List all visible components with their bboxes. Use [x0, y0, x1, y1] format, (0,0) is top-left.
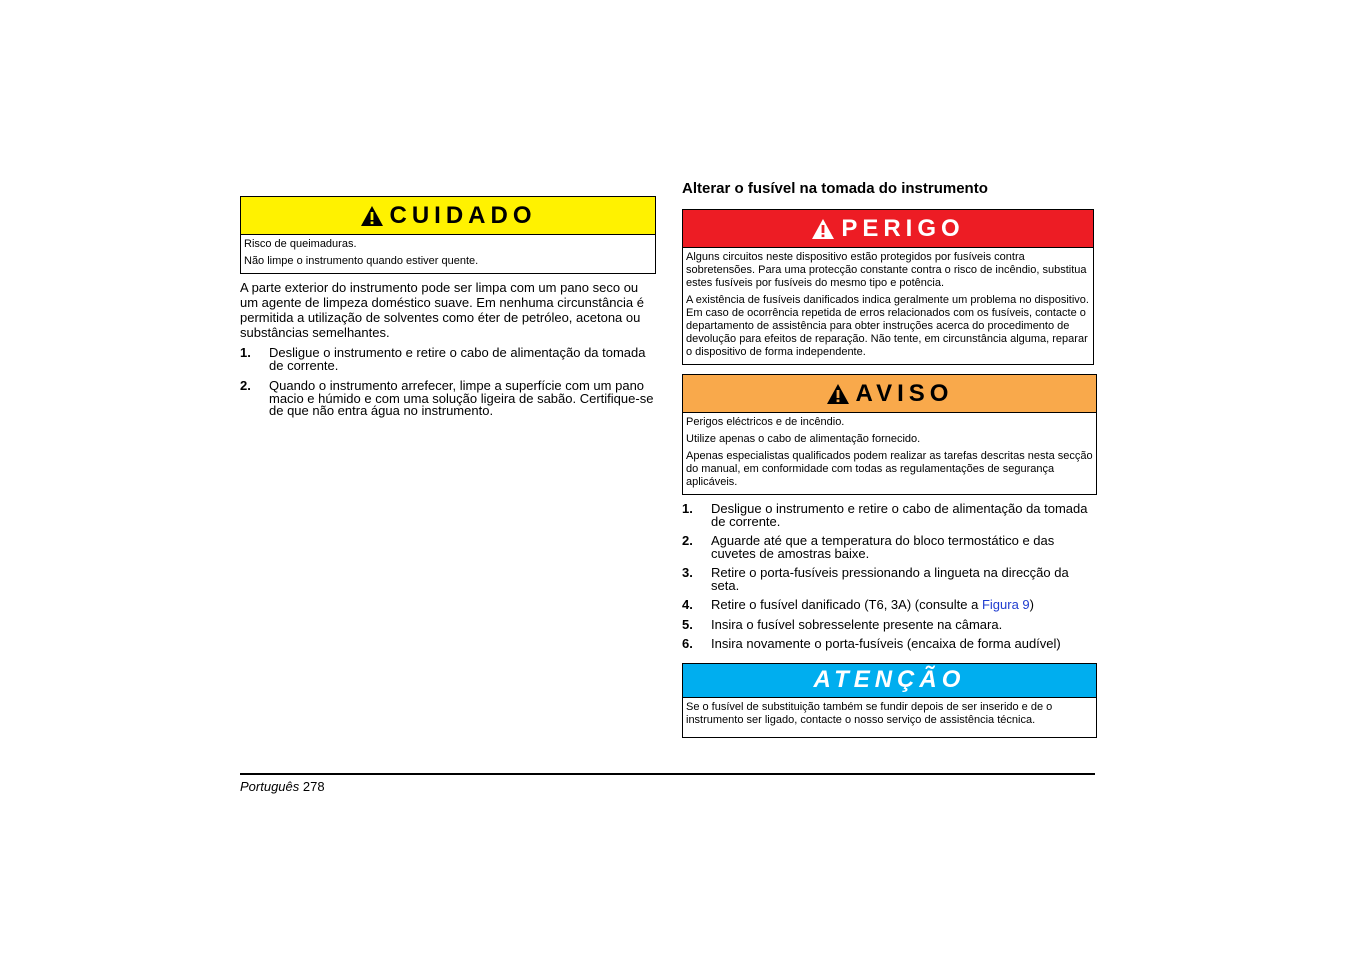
step-text: Insira novamente o porta-fusíveis (encaixa de forma audível)	[711, 636, 1061, 651]
cleaning-steps	[240, 347, 656, 418]
danger-box	[682, 209, 1094, 365]
notice-title: ATENÇÃO	[813, 666, 966, 693]
danger-line: Alguns circuitos neste dispositivo estão protegidos por fusíveis contra sobretensões. Para uma protecção constante contra o risco de incêndio, substitua estes fusíveis por fusíveis do mesmo tipo e potência.	[686, 251, 1087, 289]
step-number: 1.	[240, 345, 251, 360]
warning-line: Utilize apenas o cabo de alimentação fornecido.	[686, 433, 921, 445]
list-item	[240, 347, 656, 372]
step-text: Aguarde até que a temperatura do bloco termostático e das cuvetes de amostras baixe.	[711, 533, 1055, 561]
step-text: Desligue o instrumento e retire o cabo de alimentação da tomada de corrente.	[269, 345, 646, 373]
caution-header	[241, 197, 655, 235]
caution-line: Não limpe o instrumento quando estiver quente.	[244, 255, 479, 267]
list-item	[682, 616, 1097, 632]
step-number: 1.	[682, 501, 693, 516]
warning-triangle-icon	[811, 218, 835, 240]
danger-line: A existência de fusíveis danificados indica geralmente um problema no dispositivo. Em caso de ocorrência repetida de erros relacionados com os fusíveis, contacte o departamento de assistência para obter instruções acerca do procedimento de devolução para efeitos de reparação. Não tente, em circunstância alguma, reparar o dispositivo de forma independente.	[686, 294, 1089, 358]
step-text: Desligue o instrumento e retire o cabo de alimentação da tomada de corrente.	[711, 501, 1088, 529]
caution-title: CUIDADO	[389, 201, 537, 229]
danger-title: PERIGO	[841, 214, 965, 242]
caution-body	[241, 235, 655, 273]
step-text: Retire o porta-fusíveis pressionando a lingueta na direcção da seta.	[711, 565, 1069, 593]
warning-title: AVISO	[855, 379, 954, 407]
caution-box	[240, 196, 656, 274]
warning-triangle-icon	[826, 383, 850, 405]
warning-box	[682, 374, 1097, 495]
caution-line: Risco de queimaduras.	[244, 238, 357, 250]
footer-divider	[240, 773, 1095, 775]
list-item	[682, 535, 1097, 560]
step-text	[711, 599, 1097, 612]
warning-header	[683, 375, 1096, 413]
left-column	[240, 196, 656, 418]
step-text-before: Retire o fusível danificado (T6, 3A) (consulte a	[711, 597, 982, 612]
list-item	[682, 567, 1097, 592]
warning-line: Perigos eléctricos e de incêndio.	[686, 416, 845, 428]
step-text: Insira o fusível sobresselente presente na câmara.	[711, 616, 1003, 632]
page-footer	[240, 779, 325, 794]
notice-body	[683, 698, 1096, 737]
step-number: 2.	[240, 378, 251, 393]
step-text: Quando o instrumento arrefecer, limpe a superfície com um pano macio e húmido e com uma solução ligeira de sabão. Certifique-se de que não entra água no instrumento.	[269, 378, 654, 418]
list-item	[682, 599, 1097, 612]
notice-header	[683, 664, 1096, 698]
warning-line: Apenas especialistas qualificados podem realizar as tarefas descritas nesta secção do manual, em conformidade com todas as regulamentações de segurança aplicáveis.	[686, 450, 1093, 488]
fuse-steps	[682, 503, 1097, 651]
right-column	[682, 180, 1097, 738]
danger-body	[683, 248, 1093, 364]
notice-box	[682, 663, 1097, 738]
footer-language: Português	[240, 779, 300, 794]
danger-header	[683, 210, 1093, 248]
warning-body	[683, 413, 1096, 494]
step-number: 2.	[682, 533, 693, 548]
cleaning-intro: A parte exterior do instrumento pode ser limpa com um pano seco ou um agente de limpeza doméstico suave. Em nenhuma circunstância é permitida a utilização de solventes como éter de petróleo, acetona ou substâncias semelhantes.	[240, 280, 644, 340]
step-number: 3.	[682, 565, 693, 580]
notice-line: Se o fusível de substituição também se fundir depois de ser inserido e de o instrumento ser ligado, contacte o nosso serviço de assistência técnica.	[686, 700, 1053, 726]
figure-link[interactable]: Figura 9	[981, 597, 1030, 612]
footer-page-number: 278	[302, 779, 325, 794]
step-number: 5.	[682, 616, 693, 632]
section-heading: Alterar o fusível na tomada do instrumento	[682, 180, 988, 197]
list-item	[682, 503, 1097, 528]
step-text-after: )	[1029, 597, 1035, 612]
list-item	[682, 638, 1097, 651]
step-number: 4.	[682, 597, 693, 612]
list-item	[240, 380, 656, 418]
step-number: 6.	[682, 636, 693, 651]
warning-triangle-icon	[360, 205, 384, 227]
